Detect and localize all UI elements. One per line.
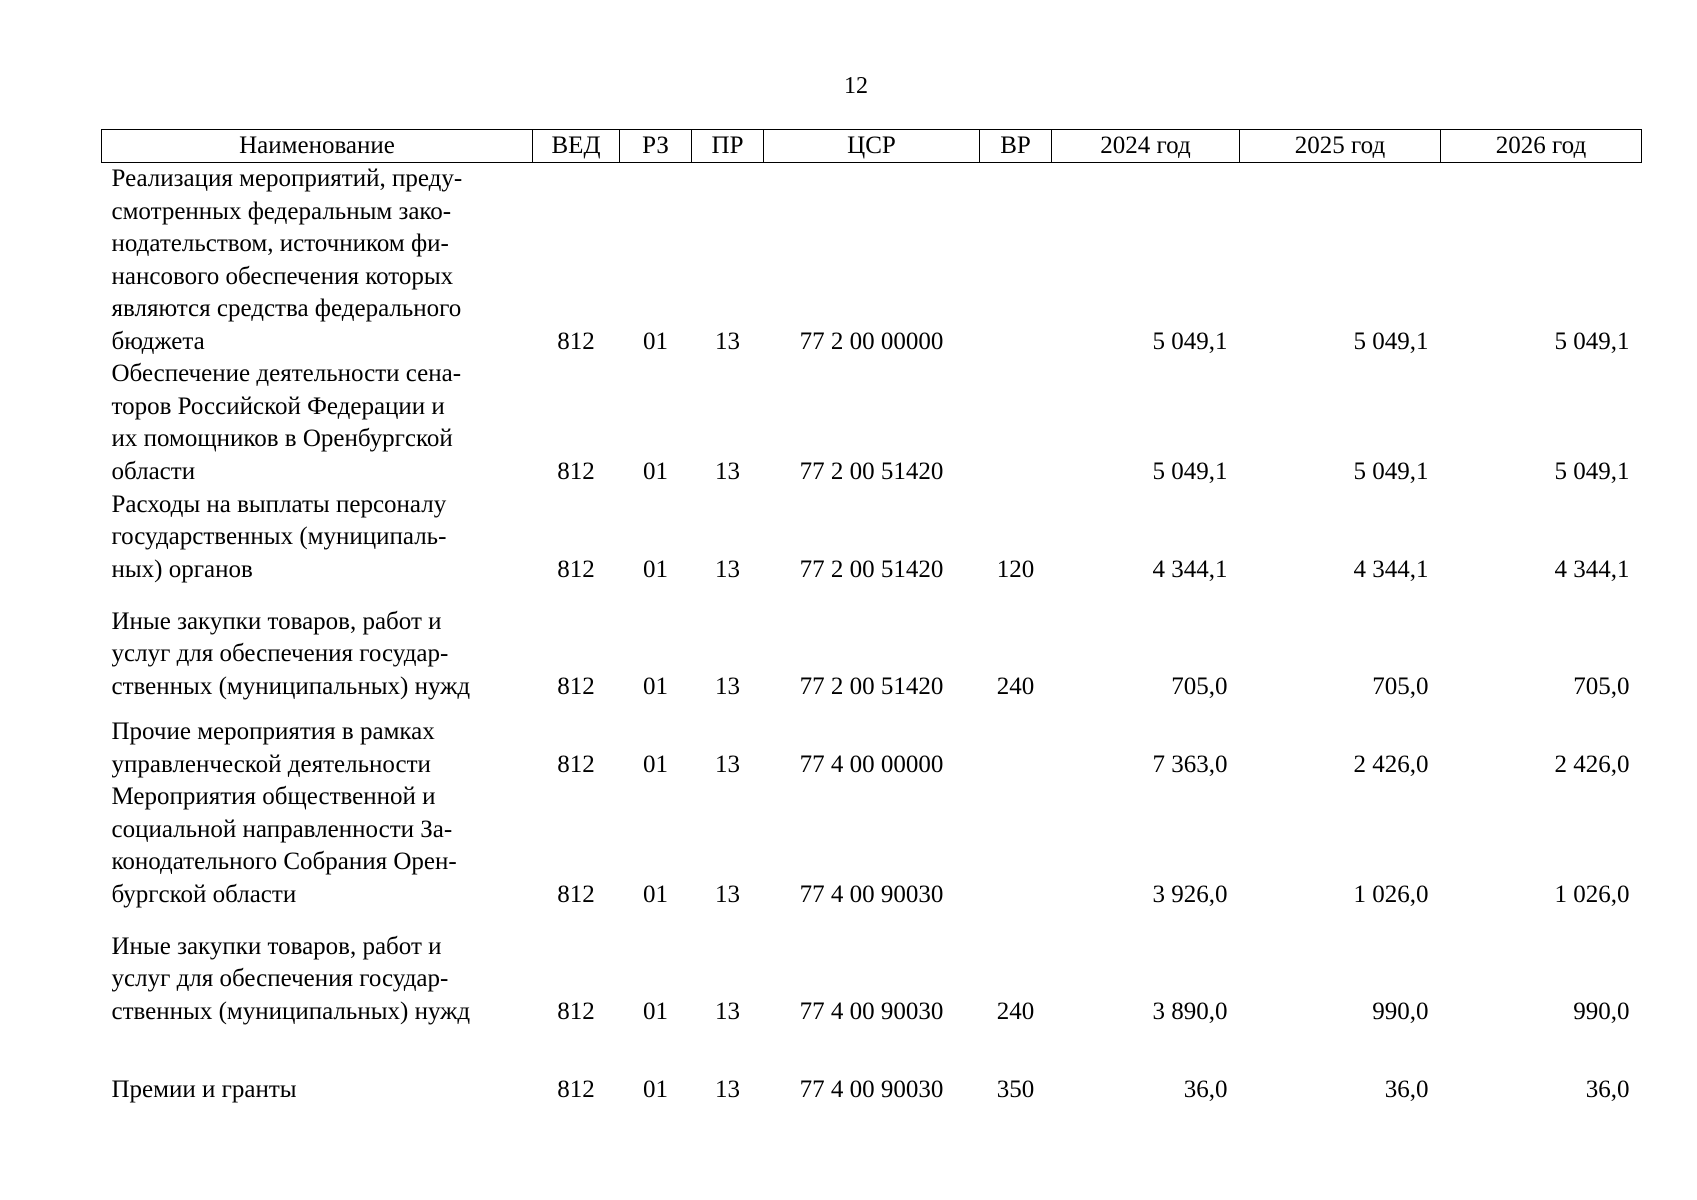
cell-rz: 01 xyxy=(643,750,668,778)
cell-2026: 5 049,1 xyxy=(1554,457,1630,485)
name-line: бургской области xyxy=(111,880,297,908)
cell-vr xyxy=(980,163,1052,359)
cell-2025: 5 049,1 xyxy=(1353,457,1429,485)
cell-pr: 13 xyxy=(715,327,740,355)
cell-2025: 5 049,1 xyxy=(1353,327,1429,355)
cell-2025: 36,0 xyxy=(1384,1075,1429,1103)
cell-ved: 812 xyxy=(557,880,595,908)
cell-rz: 01 xyxy=(643,997,668,1025)
cell-csr: 77 4 00 90030 xyxy=(799,1075,944,1103)
name-line: области xyxy=(111,457,196,485)
table-row xyxy=(102,1028,1642,1106)
cell-2024: 3 926,0 xyxy=(1152,880,1228,908)
cell-pr: 13 xyxy=(715,555,740,583)
name-line: Реализация мероприятий, преду- xyxy=(111,165,463,192)
cell-name xyxy=(102,358,533,488)
cell-2024: 705,0 xyxy=(1171,672,1228,700)
cell-rz: 01 xyxy=(643,880,668,908)
header-vr: ВР xyxy=(980,130,1052,163)
budget-table xyxy=(101,129,1642,1106)
cell-2025: 705,0 xyxy=(1372,672,1429,700)
name-line: Обеспечение деятельности сена- xyxy=(111,360,462,387)
cell-vr xyxy=(980,781,1052,911)
cell-vr: 240 xyxy=(996,672,1035,700)
name-line: их помощников в Оренбургской xyxy=(111,425,453,452)
cell-csr: 77 2 00 51420 xyxy=(799,672,944,700)
cell-csr: 77 2 00 51420 xyxy=(799,555,944,583)
name-line: смотренных федеральным зако- xyxy=(111,197,452,225)
cell-vr xyxy=(980,358,1052,488)
cell-name xyxy=(102,781,533,911)
cell-vr: 350 xyxy=(996,1075,1035,1103)
cell-csr: 77 4 00 90030 xyxy=(799,880,944,908)
cell-2024: 3 890,0 xyxy=(1152,997,1228,1025)
name-line: торов Российской Федерации и xyxy=(111,392,445,420)
cell-name xyxy=(102,586,533,703)
cell-ved: 812 xyxy=(557,750,595,778)
table-row xyxy=(102,586,1642,703)
table-row xyxy=(102,163,1642,359)
cell-2026: 36,0 xyxy=(1585,1075,1630,1103)
name-line: ных) органов xyxy=(111,555,253,583)
cell-rz: 01 xyxy=(643,672,668,700)
cell-vr xyxy=(980,703,1052,781)
table-row xyxy=(102,781,1642,911)
header-2024: 2024 год xyxy=(1052,130,1240,163)
cell-2025: 2 426,0 xyxy=(1353,750,1429,778)
cell-2025: 1 026,0 xyxy=(1353,880,1429,908)
cell-2026: 5 049,1 xyxy=(1554,327,1630,355)
cell-ved: 812 xyxy=(557,327,595,355)
cell-pr: 13 xyxy=(715,672,740,700)
header-name: Наименование xyxy=(102,130,533,163)
table-row xyxy=(102,358,1642,488)
cell-ved: 812 xyxy=(557,457,595,485)
cell-pr: 13 xyxy=(715,1075,740,1103)
cell-name xyxy=(102,703,533,781)
name-line: Расходы на выплаты персоналу xyxy=(111,490,447,518)
header-row xyxy=(102,130,1642,163)
cell-ved: 812 xyxy=(557,555,595,583)
name-line: нодательством, источником фи- xyxy=(111,230,449,257)
page-number: 12 xyxy=(844,73,868,99)
cell-ved: 812 xyxy=(557,672,595,700)
cell-rz: 01 xyxy=(643,1075,668,1103)
cell-rz: 01 xyxy=(643,555,668,583)
cell-ved: 812 xyxy=(557,1075,595,1103)
cell-2026: 4 344,1 xyxy=(1554,555,1630,583)
name-line: нансового обеспечения которых xyxy=(111,262,454,290)
cell-name xyxy=(102,163,533,359)
name-line: Премии и гранты xyxy=(111,1075,297,1103)
cell-csr: 77 4 00 90030 xyxy=(799,997,944,1025)
name-line: государственных (муниципаль- xyxy=(111,523,447,550)
name-line: Мероприятия общественной и xyxy=(111,783,436,810)
cell-2025: 4 344,1 xyxy=(1353,555,1429,583)
table-row xyxy=(102,703,1642,781)
cell-2026: 705,0 xyxy=(1573,672,1630,700)
cell-2025: 990,0 xyxy=(1372,997,1429,1025)
header-rz: РЗ xyxy=(620,130,692,163)
cell-2026: 1 026,0 xyxy=(1554,880,1630,908)
cell-2024: 4 344,1 xyxy=(1152,555,1228,583)
name-line: конодательного Собрания Орен- xyxy=(111,848,457,875)
cell-vr: 120 xyxy=(996,555,1035,583)
cell-csr: 77 2 00 00000 xyxy=(799,327,944,355)
cell-2026: 2 426,0 xyxy=(1554,750,1630,778)
header-csr: ЦСР xyxy=(764,130,980,163)
cell-csr: 77 2 00 51420 xyxy=(799,457,944,485)
cell-pr: 13 xyxy=(715,457,740,485)
name-line: Прочие мероприятия в рамках xyxy=(111,718,435,745)
name-line: Иные закупки товаров, работ и xyxy=(111,607,442,635)
name-line: являются средства федерального xyxy=(111,295,462,322)
name-line: услуг для обеспечения государ- xyxy=(111,965,449,992)
table-row xyxy=(102,911,1642,1028)
header-pr: ПР xyxy=(692,130,764,163)
cell-name xyxy=(102,488,533,586)
cell-2024: 7 363,0 xyxy=(1152,750,1228,778)
cell-name xyxy=(102,911,533,1028)
name-line: Иные закупки товаров, работ и xyxy=(111,932,442,960)
cell-pr: 13 xyxy=(715,880,740,908)
cell-2024: 5 049,1 xyxy=(1152,327,1228,355)
name-line: ственных (муниципальных) нужд xyxy=(111,997,471,1025)
name-line: услуг для обеспечения государ- xyxy=(111,640,449,667)
header-2025: 2025 год xyxy=(1240,130,1441,163)
cell-2024: 36,0 xyxy=(1183,1075,1228,1103)
cell-csr: 77 4 00 00000 xyxy=(799,750,944,778)
name-line: управленческой деятельности xyxy=(111,750,431,778)
cell-rz: 01 xyxy=(643,457,668,485)
cell-2026: 990,0 xyxy=(1573,997,1630,1025)
cell-name xyxy=(102,1028,533,1106)
cell-pr: 13 xyxy=(715,750,740,778)
cell-ved: 812 xyxy=(557,997,595,1025)
table-row xyxy=(102,488,1642,586)
header-2026: 2026 год xyxy=(1441,130,1642,163)
cell-2024: 5 049,1 xyxy=(1152,457,1228,485)
cell-pr: 13 xyxy=(715,997,740,1025)
name-line: социальной направленности За- xyxy=(111,815,453,843)
name-line: бюджета xyxy=(111,327,205,355)
name-line: ственных (муниципальных) нужд xyxy=(111,672,471,700)
header-ved: ВЕД xyxy=(533,130,620,163)
table-header xyxy=(102,130,1642,163)
cell-rz: 01 xyxy=(643,327,668,355)
cell-vr: 240 xyxy=(996,997,1035,1025)
